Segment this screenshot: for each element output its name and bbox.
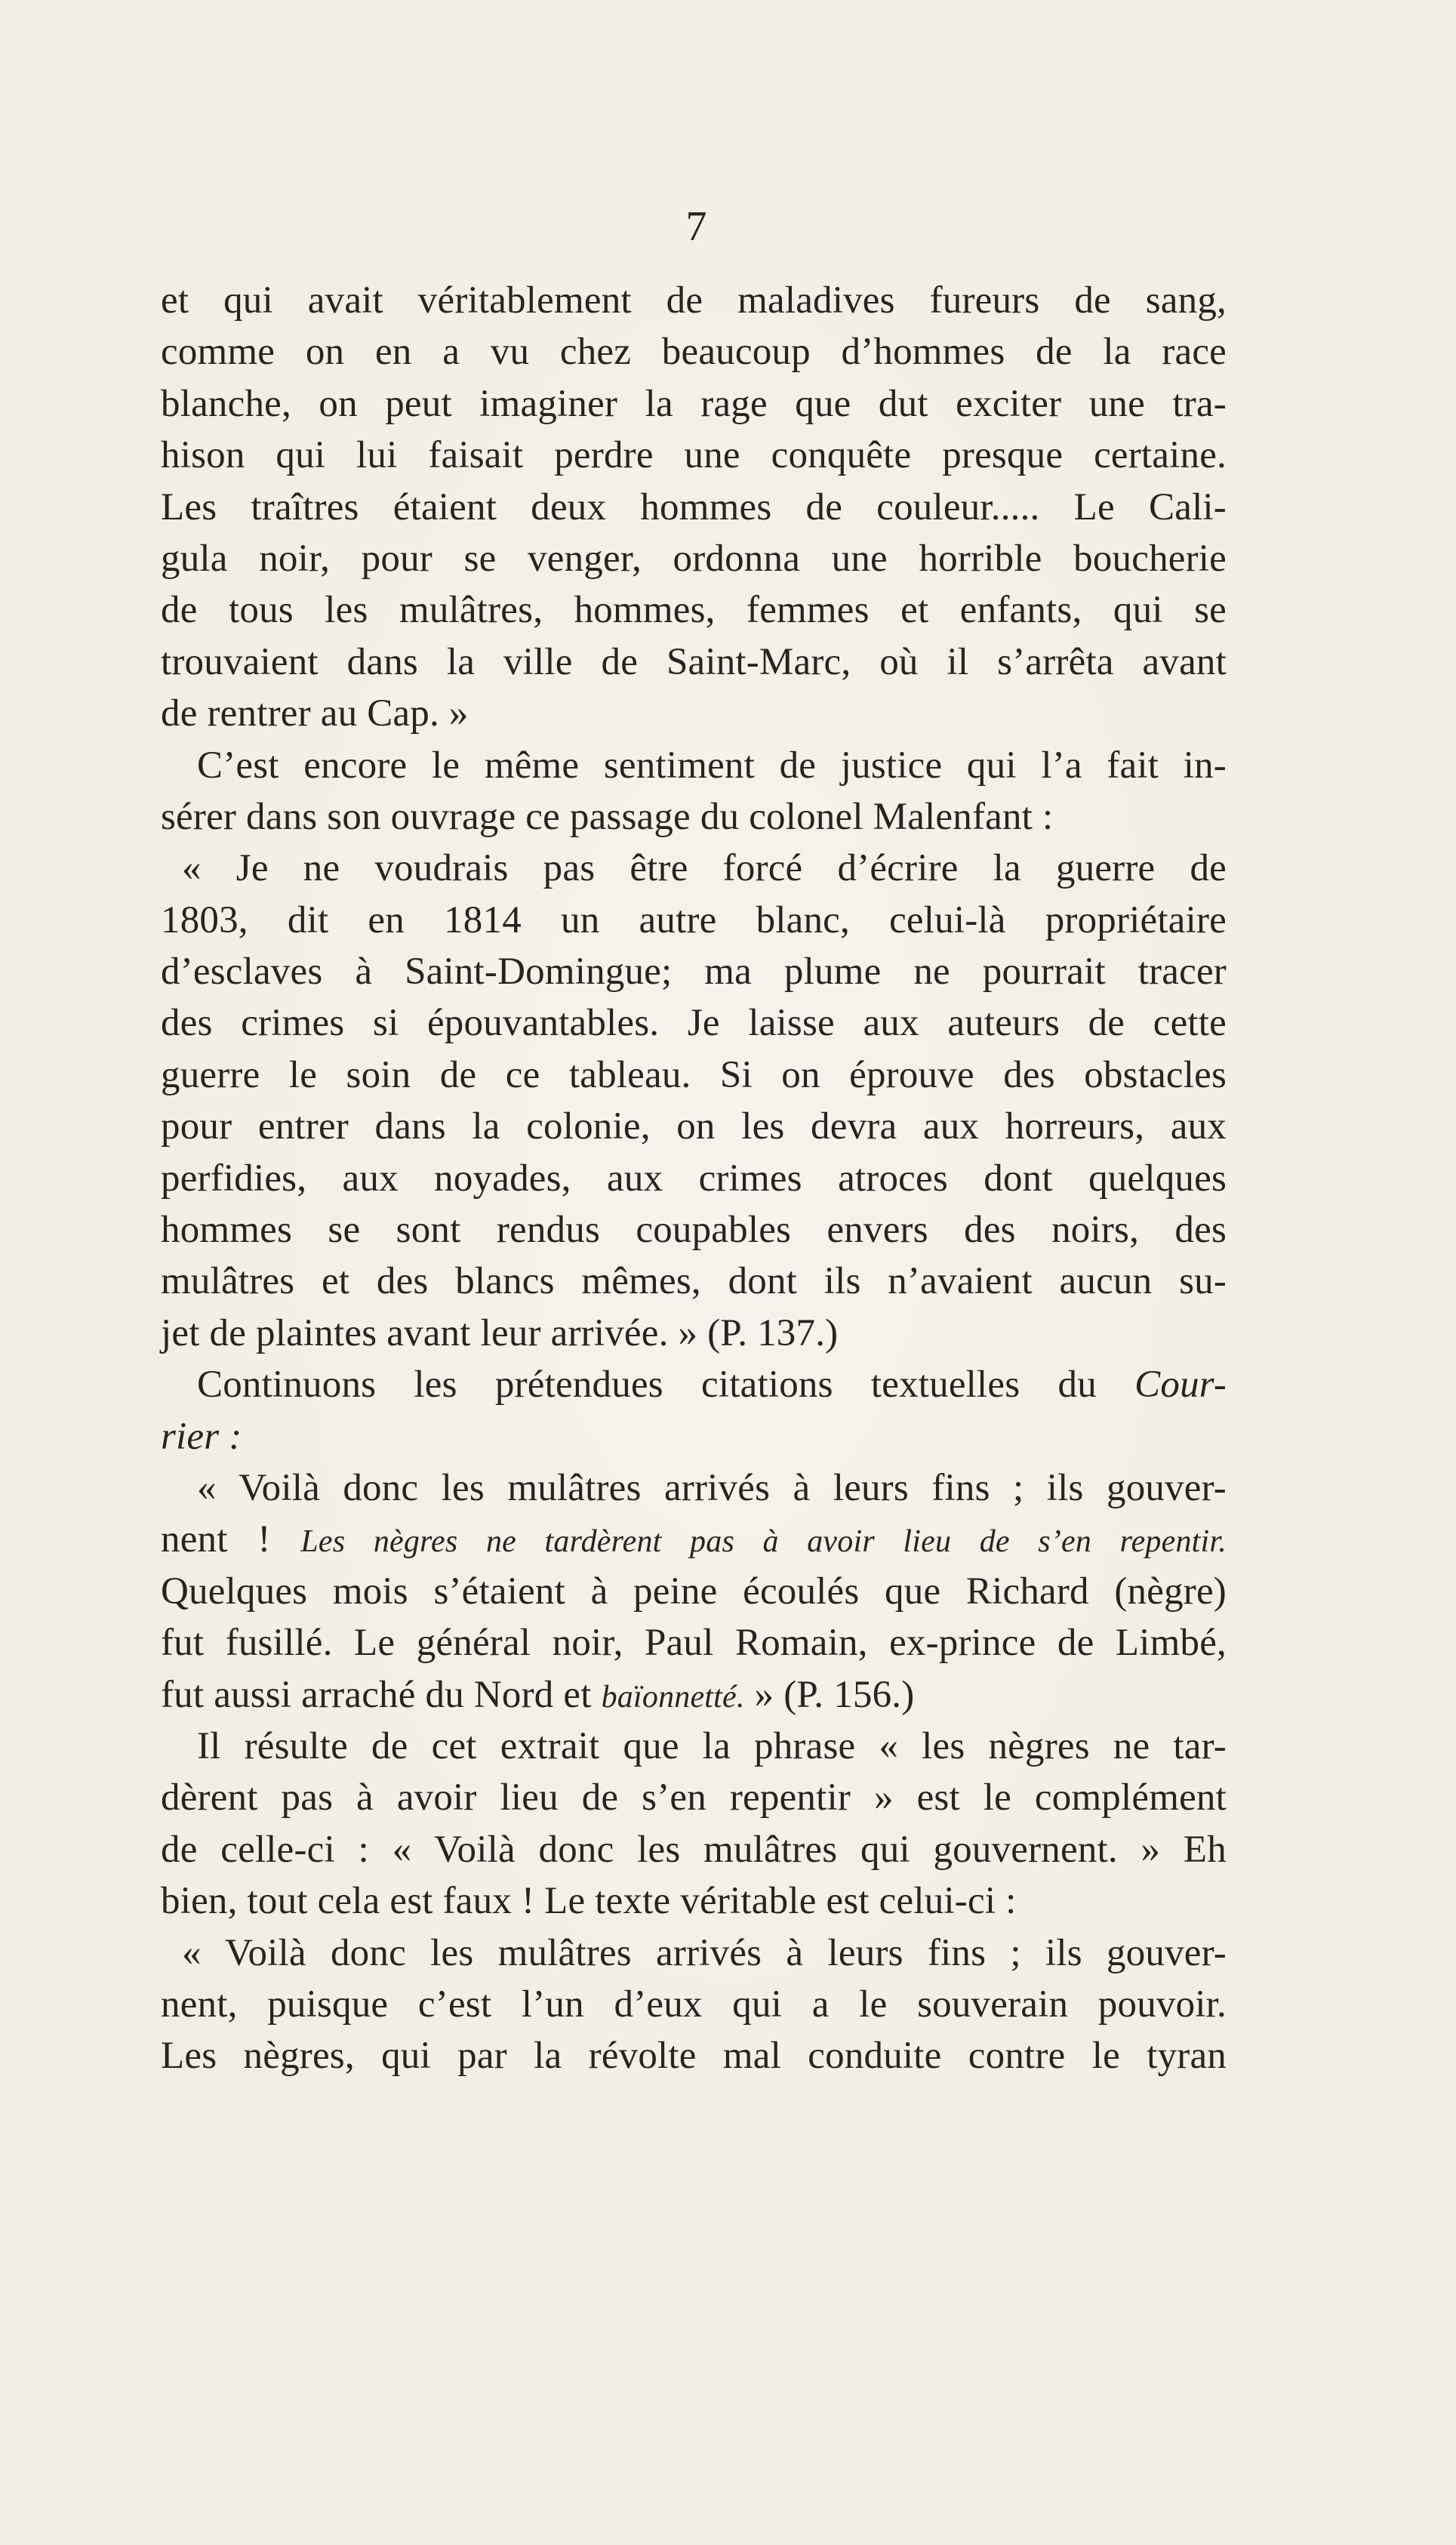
text-line (161, 1514, 1227, 1565)
italic-text: Les nègres ne tardèrent pas à avoir lieu de s’en repentir. (300, 1524, 1227, 1560)
text-line: fut fusillé. Le général noir, Paul Romain, ex-prince de Limbé, (161, 1622, 1227, 1665)
text-line: blanche, on peut imaginer la rage que dut exciter une tra- (161, 382, 1227, 425)
italic-text: rier : (161, 1415, 242, 1458)
body-text (161, 275, 1227, 2082)
text-line: « Voilà donc les mulâtres arrivés à leurs fins ; ils gouver- (182, 1931, 1227, 1974)
italic-text: Cour- (1134, 1363, 1227, 1407)
text-line (161, 1669, 1227, 1721)
text-line: jet de plaintes avant leur arrivée. » (P. 137.) (161, 1311, 839, 1354)
text-line: Les nègres, qui par la révolte mal conduite contre le tyran (161, 2035, 1227, 2078)
text-line: hommes se sont rendus coupables envers des noirs, des (161, 1209, 1227, 1252)
text-span: fut aussi arraché du Nord et (161, 1673, 602, 1716)
text-line: trouvaient dans la ville de Saint-Marc, où il s’arrêta avant (161, 640, 1227, 683)
text-line: bien, tout cela est faux ! Le texte véritable est celui-ci : (161, 1880, 1017, 1923)
text-span: » (P. 156.) (744, 1673, 915, 1716)
text-span: Continuons les prétendues citations textuelles du (197, 1363, 1135, 1407)
text-line: nent, puisque c’est l’un d’eux qui a le souverain pouvoir. (161, 1983, 1227, 2026)
text-line: C’est encore le même sentiment de justice qui l’a fait in- (197, 744, 1227, 787)
text-line: Il résulte de cet extrait que la phrase « les nègres ne tar- (197, 1724, 1227, 1767)
text-line: hison qui lui faisait perdre une conquête presque certaine. (161, 434, 1227, 477)
text-line: et qui avait véritablement de maladives fureurs de sang, (161, 279, 1227, 322)
text-line: pour entrer dans la colonie, on les devra aux horreurs, aux (161, 1105, 1227, 1148)
text-line: de celle-ci : « Voilà donc les mulâtres qui gouvernent. » Eh (161, 1828, 1227, 1871)
text-line: Les traîtres étaient deux hommes de couleur..... Le Cali- (161, 485, 1227, 528)
page-number: 7 (685, 203, 707, 250)
text-line (161, 1411, 1227, 1462)
text-line: des crimes si épouvantables. Je laisse aux auteurs de cette (161, 1002, 1227, 1045)
text-line: mulâtres et des blancs mêmes, dont ils n’avaient aucun su- (161, 1260, 1227, 1303)
text-line: Quelques mois s’étaient à peine écoulés que Richard (nègre) (161, 1570, 1227, 1613)
text-line (161, 1359, 1227, 1410)
text-line: « Je ne voudrais pas être forcé d’écrire la guerre de (182, 847, 1227, 890)
text-line: d’esclaves à Saint-Domingue; ma plume ne pourrait tracer (161, 951, 1227, 994)
text-span: nent ! (161, 1518, 301, 1561)
text-line: sérer dans son ouvrage ce passage du colonel Malenfant : (161, 795, 1054, 838)
text-line: perfidies, aux noyades, aux crimes atroces dont quelques (161, 1157, 1227, 1200)
text-line: de tous les mulâtres, hommes, femmes et enfants, qui se (161, 589, 1227, 632)
text-line: comme on en a vu chez beaucoup d’hommes de la race (161, 331, 1227, 374)
text-line: guerre le soin de ce tableau. Si on éprouve des obstacles (161, 1053, 1227, 1096)
text-line: de rentrer au Cap. » (161, 692, 469, 735)
text-line: gula noir, pour se venger, ordonna une horrible boucherie (161, 537, 1227, 580)
text-line: 1803, dit en 1814 un autre blanc, celui-là propriétaire (161, 898, 1227, 941)
text-line: « Voilà donc les mulâtres arrivés à leurs fins ; ils gouver- (197, 1466, 1227, 1509)
text-line: dèrent pas à avoir lieu de s’en repentir » est le complément (161, 1776, 1227, 1819)
italic-text: baïonnetté. (601, 1679, 745, 1715)
